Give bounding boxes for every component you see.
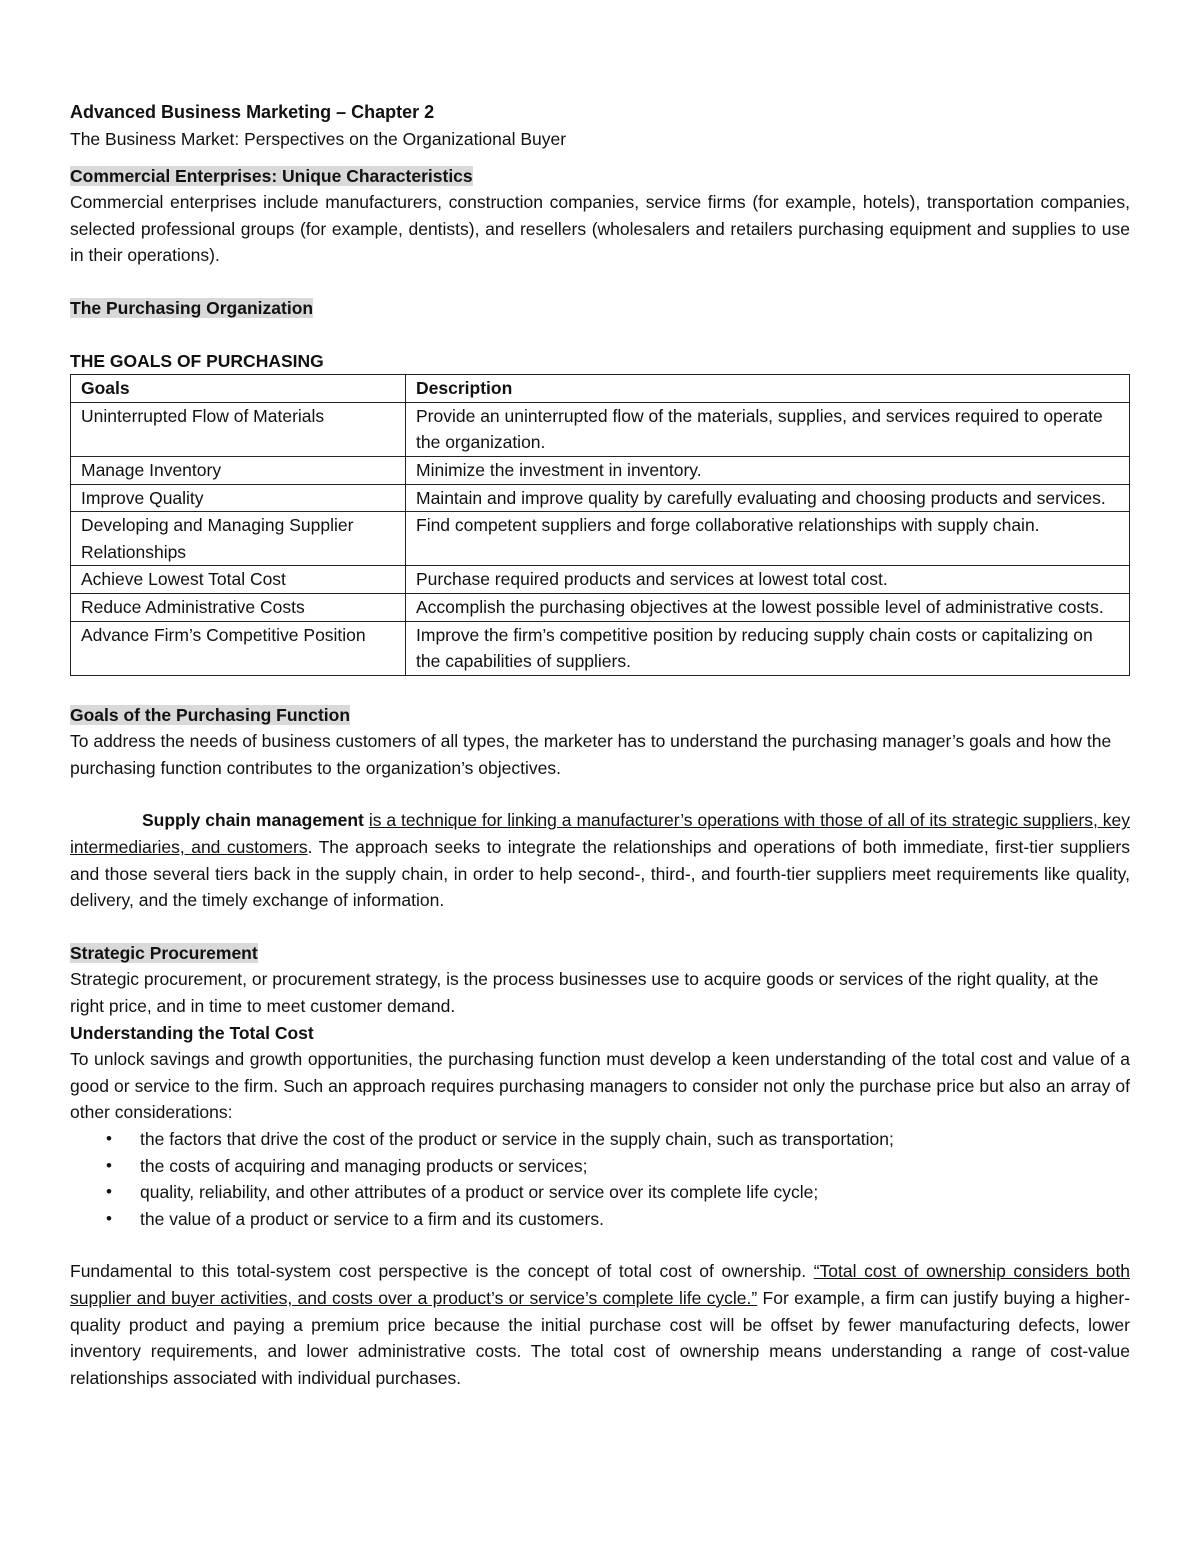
scm-definition: is a technique for linking a manufacturer’s operations with those of all of its strategic suppliers, key intermediaries, and customers [70,810,1130,858]
goal-cell: Advance Firm’s Competitive Position [71,621,406,675]
list-item: • the factors that drive the cost of the product or service in the supply chain, such as transportation; [140,1126,1130,1153]
list-item: • quality, reliability, and other attributes of a product or service over its complete life cycle; [140,1179,1130,1206]
section-heading-commercial: Commercial Enterprises: Unique Characteristics [70,165,473,186]
section-body-strategic-procurement: Strategic procurement, or procurement strategy, is the process businesses use to acquire goods or services of the right quality, at the right price, and in time to meet customer demand. [70,969,1099,1017]
description-cell: Purchase required products and services at lowest total cost. [406,566,1130,594]
goal-cell: Reduce Administrative Costs [71,593,406,621]
column-header-goals: Goals [71,375,406,403]
subheading-total-cost: Understanding the Total Cost [70,1022,314,1043]
considerations-list [70,1126,1130,1232]
section-body-total-cost: To unlock savings and growth opportunities, the purchasing function must develop a keen understanding of the total cost and value of a good or service to the firm. Such an approach requires purchasing managers to consider not only the purchase price but also an array of other considerations: [70,1049,1130,1123]
table-row [71,456,1130,484]
description-cell: Improve the firm’s competitive position by reducing supply chain costs or capitalizing on the capabilities of suppliers. [406,621,1130,675]
description-cell: Provide an uninterrupted flow of the materials, supplies, and services required to operate the organization. [406,402,1130,456]
column-header-description: Description [406,375,1130,403]
tco-rest: For example, a firm can justify buying a higher-quality product and paying a premium price because the initial purchase cost will be offset by fewer manufacturing defects, lower inventory requirements, and lower administrative costs. The total cost of ownership means understanding a range of cost-value relationships associated with individual purchases. [70,1287,1130,1388]
section-body-commercial: Commercial enterprises include manufacturers, construction companies, service firms (for example, hotels), transportation companies, selected professional groups (for example, dentists), and resellers (wholesalers and retailers purchasing equipment and supplies to use in their operations). [70,192,1130,266]
goal-cell: Improve Quality [71,484,406,512]
description-cell: Accomplish the purchasing objectives at the lowest possible level of administrative costs. [406,593,1130,621]
table-row [71,621,1130,675]
table-row [71,402,1130,456]
goal-cell: Developing and Managing Supplier Relationships [71,512,406,566]
scm-paragraph [70,807,1130,913]
section-heading-purchasing-org: The Purchasing Organization [70,297,314,318]
tco-quote: “Total cost of ownership considers both supplier and buyer activities, and costs over a product’s or service’s complete life cycle.” [70,1261,1130,1308]
goal-cell: Achieve Lowest Total Cost [71,566,406,594]
table-row [71,512,1130,566]
description-cell: Minimize the investment in inventory. [406,456,1130,484]
tco-paragraph [70,1258,1130,1391]
section-heading-purchasing-function: Goals of the Purchasing Function [70,704,351,725]
list-item: • the costs of acquiring and managing products or services; [140,1153,1130,1180]
list-item: • the value of a product or service to a firm and its customers. [140,1206,1130,1233]
description-cell: Maintain and improve quality by carefully evaluating and choosing products and services. [406,484,1130,512]
scm-term: Supply chain management [142,810,364,831]
goals-table [70,374,1130,676]
table-caption: THE GOALS OF PURCHASING [70,350,324,371]
document-title: Advanced Business Marketing – Chapter 2 [70,102,435,122]
scm-rest: . The approach seeks to integrate the relationships and operations of both immediate, first-tier suppliers and those several tiers back in the supply chain, in order to help second-, third-, and fourth-tier suppliers meet requirements like quality, delivery, and the timely exchange of information. [70,837,1130,911]
goal-cell: Manage Inventory [71,456,406,484]
document-subtitle: The Business Market: Perspectives on the Organizational Buyer [70,129,567,149]
description-cell: Find competent suppliers and forge collaborative relationships with supply chain. [406,512,1130,566]
section-body-purchasing-function: To address the needs of business customers of all types, the marketer has to understand the purchasing manager’s goals and how the purchasing function contributes to the organization’s objectives. [70,731,1112,778]
document-page [70,98,1130,1391]
table-row [71,593,1130,621]
table-row [71,484,1130,512]
table-row [71,566,1130,594]
section-heading-strategic-procurement: Strategic Procurement [70,942,258,963]
table-header-row [71,375,1130,403]
goal-cell: Uninterrupted Flow of Materials [71,402,406,456]
tco-lead: Fundamental to this total-system cost perspective is the concept of total cost of ownership. [70,1261,814,1282]
